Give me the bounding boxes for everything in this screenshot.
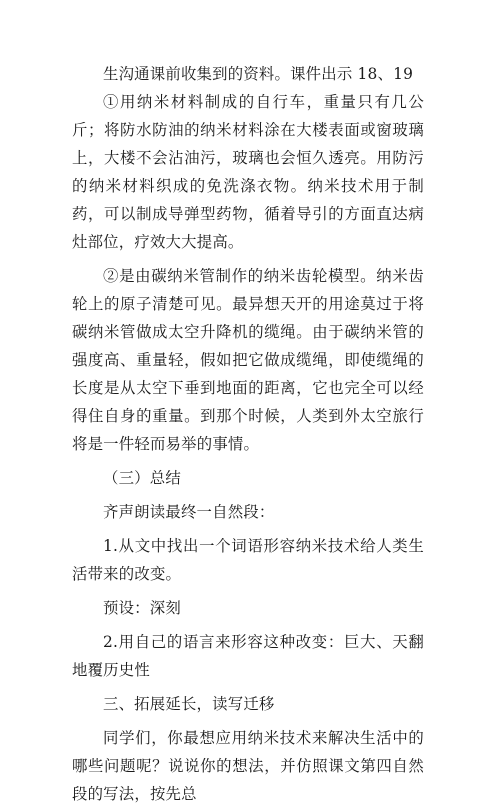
section-heading-extension: 三、拓展延长，读写迁移	[103, 695, 275, 713]
question-2: 2.用自己的语言来形容这种改变：巨大、天翻地覆历史性	[72, 633, 424, 679]
paragraph-intro: 生沟通课前收集到的资料。课件出示 18、19	[103, 65, 414, 83]
paragraph-example-2: ②是由碳纳米管制作的纳米齿轮模型。纳米齿轮上的原子清楚可见。最异想天开的用途莫过于将碳纳米管做成太空升降机的缆绳。由于碳纳米管的强度高、重量轻，假如把它做成缆绳，即使缆绳的长度是从太空下垂到地面的距离，它也完全可以经得住自身的重量。到那个时候，人类到外太空旅行将是一件轻而易举的事情。	[72, 267, 424, 453]
question-1: 1.从文中找出一个词语形容纳米技术给人类生活带来的改变。	[72, 537, 424, 583]
paragraph-extension: 同学们，你最想应用纳米技术来解决生活中的哪些问题呢？说说你的想法，并仿照课文第四自然段的写法，按先总	[72, 729, 424, 803]
answer-preset: 预设：深刻	[103, 599, 181, 617]
paragraph-example-1: ①用纳米材料制成的自行车，重量只有几公斤；将防水防油的纳米材料涂在大楼表面或窗玻璃上，大楼不会沾油污，玻璃也会恒久透亮。用防污的纳米材料织成的免洗涤衣物。纳米技术用于制药，可以制成导弹型药物，循着导引的方面直达病灶部位，疗效大大提高。	[72, 93, 424, 251]
section-heading-summary: （三）总结	[103, 469, 181, 487]
document-body	[72, 60, 424, 808]
paragraph-read-aloud: 齐声朗读最终一自然段：	[103, 503, 275, 521]
